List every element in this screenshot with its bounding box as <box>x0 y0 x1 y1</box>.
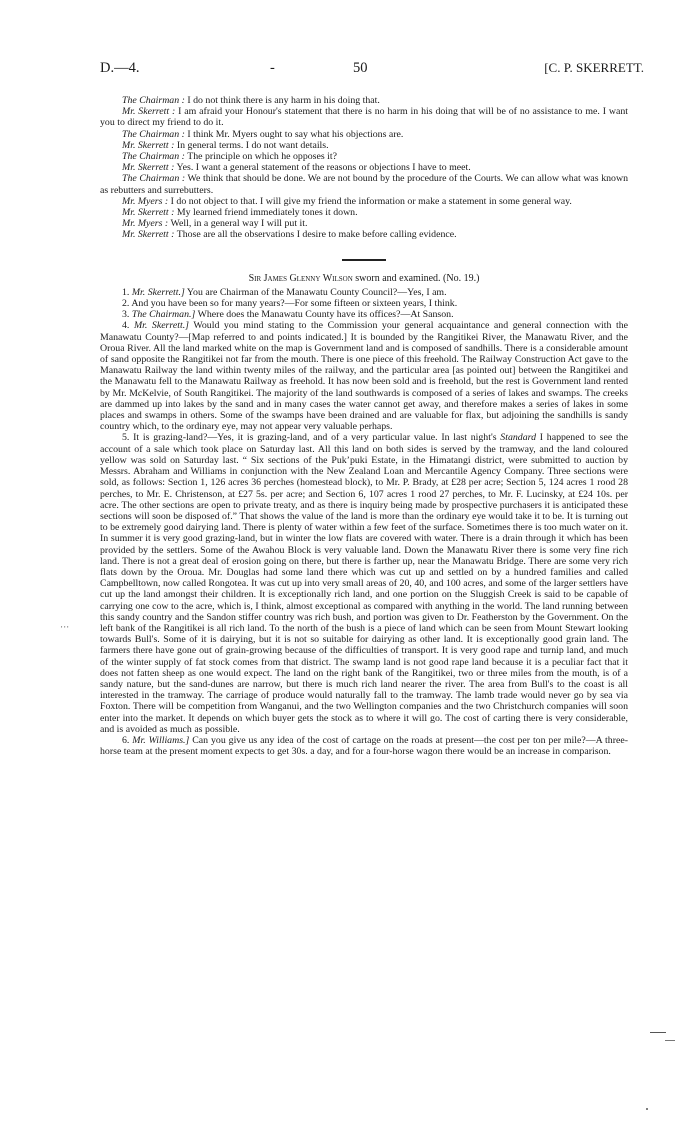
question-text: Would you mind stating to the Commission your general acquaintance and general connection with the Manawatu County?—[Map referred to and points indicated.] It is bounded by the Rangitikei River, the Manawatu River, and the Oroua River. All the land marked white on the map is Government land and is composed of sandhills. There is a considerable amount of sand opposite the Rangitikei not far from the mouth. There is one piece of this freehold. The Railway Construction Act gave to the Manawatu Railway the land within twenty miles of the railway, and the particular area [as pointed out] between the Rangitikei and the Manawatu fell to the Manawatu Railway as freehold. It has now been sold and is freehold, but the rest is Government land rented by Mr. McKelvie, of South Rangitikei. The majority of the land southwards is composed of a series of lakes and swamps. The creeks are dammed up into lakes by the sand and in many cases the water cannot get away, and therefore makes a series of lakes in some places and swamps in others. Some of the swamps have been drained and are valuable for flax, but adjoining the sandhills is sandy country which, to the ordinary eye, may not appear very valuable perhaps. <box>100 320 629 433</box>
dialogue-text: Well, in a general way I will put it. <box>168 218 308 230</box>
speaker-name: Mr. Skerrett : <box>122 229 175 241</box>
question-answer <box>100 287 628 298</box>
question-text: Can you give us any idea of the cost of cartage on the roads at present—the cost per ton per mile?—A three-horse team at the present moment expects to get 30s. a day, and for a four-horse wagon there would be an increase in comparison. <box>100 734 628 758</box>
dialogue-line <box>100 129 628 140</box>
dialogue-line <box>100 173 628 195</box>
witness-heading <box>100 273 628 284</box>
running-head-witness: [C. P. SKERRETT. <box>544 60 644 75</box>
speaker-name: Mr. Skerrett : <box>122 106 176 118</box>
question-answer <box>100 320 628 432</box>
questioner-name: Mr. Skerrett.] <box>131 286 185 298</box>
margin-dash <box>650 1032 666 1033</box>
dialogue-line <box>100 151 628 162</box>
dialogue-text: I do not object to that. I will give my friend the information or make a statement in some general way. <box>168 195 572 207</box>
dialogue-text: I am afraid your Honour's statement that there is no harm in his doing that will be of no assistance to me. I want you to direct my friend to do it. <box>100 106 628 129</box>
page-header <box>100 60 644 80</box>
page-number: 50 <box>353 60 368 76</box>
speaker-name: Mr. Skerrett : <box>122 207 175 219</box>
dialogue-text: Yes. I want a general statement of the reasons or objections I have to meet. <box>174 162 471 174</box>
dialogue-line <box>100 106 628 128</box>
question-text: And you have been so for many years?—For some fifteen or sixteen years, I think. <box>131 298 458 310</box>
question-number: 3. <box>122 309 130 321</box>
margin-dash-small <box>665 1040 675 1041</box>
dialogue-text: In general terms. I do not want details. <box>174 139 329 151</box>
header-dash: - <box>270 60 275 76</box>
dialogue-line <box>100 140 628 151</box>
question-number: 4. <box>122 320 130 332</box>
dialogue-text: I think Mr. Myers ought to say what his objections are. <box>184 128 404 140</box>
question-text: Where does the Manawatu County have its offices?—At Sanson. <box>195 309 454 321</box>
question-number: 1. <box>122 286 130 298</box>
speaker-name: Mr. Skerrett : <box>122 162 175 174</box>
dialogue-text: We think that should be done. We are not bound by the procedure of the Courts. We can allow what was known as rebutters and surrebutters. <box>100 173 628 196</box>
dialogue-line <box>100 196 628 207</box>
questioner-name: Mr. Williams.] <box>132 734 190 746</box>
dialogue-line <box>100 229 628 240</box>
dialogue-line <box>100 207 628 218</box>
speaker-name: The Chairman : <box>122 95 185 106</box>
margin-dot <box>646 1108 648 1110</box>
speaker-name: The Chairman : <box>122 151 185 163</box>
dialogue-line <box>100 218 628 229</box>
witness-sworn-text: sworn and examined. (No. 19.) <box>352 272 480 284</box>
dialogue-line <box>100 95 628 106</box>
speaker-name: Mr. Myers : <box>122 218 169 230</box>
question-text: It is grazing-land?—Yes, it is grazing-land, and of a very particular value. In last night's Standard I happened to see the account of a sale which took place on Saturday last. All this land on both sides is served by the tramway, and the land coloured yellow was sold on Saturday last. “ Six sections of the Puk’puki Estate, in the Himatangi district, were submitted to auction by Messrs. Abraham and Williams in conjunction with the New Zealand Loan and Mercantile Agency Company. Three sections were sold, as follows: Section 1, 126 acres 36 perches (homestead block), to Mr. P. Brady, at £28 per acre; Section 5, 124 acres 1 rood 28 perches, to Mr. E. Christenson, at £27 5s. per acre; and Section 6, 107 acres 1 rood 27 perches, to Mr. F. Lucinsky, at £24 10s. per acre. The other sections are open to private treaty, and as there is inquiry being made by prospective purchasers it is anticipated these sections will soon be disposed of.” That shows the value of the land is more than the ordinary eye would take it to be. It is turning out to be extremely good dairying land. There is plenty of water within a few feet of the surface. Sometimes there is too much water on it. In summer it is very good grazing-land, but in winter the low flats are covered with water. There is a drain through it which has been provided by the settlers. Some of the Awahou Block is very valuable land. Down the Manawatu River there is some very fine rich land. There is not a great deal of erosion going on there, but there is farther up, near the Manawatu Bridge. There are some very rich flats down by the Oroua. Mr. Douglas had some land there which was cut up and settled on by a hundred families and called Campbelltown, now called Rongotea. It was cut up into very small areas of 20, 40, and 100 acres, and some of the larger settlers have cut up the land amongst their children. It is exceptionally rich land, and one portion on the Sluggish Creek is said to be capable of carrying one cow to the acre, which is, I think, almost exceptional as compared with anything in the world. The land running between this sandy country and the Sandon stiffer country was rich bush, and portion was given to Dr. Featherston by the Government. On the left bank of the Rangitikei is all rich land. To the north of the bush is a piece of land which can be seen from Mount Stewart looking towards Bull's. Some of it is dairying, but it is not so suitable for dairying as other land. It is exceptionally good grain land. The farmers there have gone out of grain-growing because of the difficulties of transport. It is very good rape and turnip land, and much of the winter supply of fat stock comes from that district. The swamp land is not good rape land because it is a peculiar fact that it does not fatten sheep as one would expect. The land on the right bank of the Rangitikei, two or three miles from the mouth, is of a sandy nature, but the sand-dunes are narrow, but there is much rich land nearer the river. The area from Bull's to the coast is all interested in the tramway. The carriage of produce would naturally fall to the tramway. The lamb trade would never go by sea via Foxton. There will be competition from Wanganui, and the two Wellington companies and the two Christchurch companies will soon enter into the market. It depends on which buyer gets the stock as to where it will go. The cost of carting there is very considerable, and is avoided as much as possible. <box>100 432 628 735</box>
questioner-name: The Chairman.] <box>131 309 196 321</box>
page-body <box>100 95 628 757</box>
question-answer <box>100 309 628 320</box>
document-code: D.—4. <box>100 60 140 76</box>
speaker-name: Mr. Skerrett : <box>122 139 175 151</box>
question-answer <box>100 432 628 734</box>
witness-name: Sir James Glenny Wilson <box>248 272 353 284</box>
dialogue-text: My learned friend immediately tones it down. <box>174 207 358 219</box>
section-divider <box>342 259 386 261</box>
dialogue-line <box>100 162 628 173</box>
question-answer <box>100 735 628 757</box>
speaker-name: The Chairman : <box>122 128 185 140</box>
speaker-name: The Chairman : <box>122 173 186 185</box>
question-answer <box>100 298 628 309</box>
question-number: 2. <box>122 298 130 310</box>
question-number: 6. <box>122 734 130 746</box>
dialogue-text: I do not think there is any harm in his doing that. <box>184 95 380 106</box>
examination-section <box>100 287 628 758</box>
questioner-name: Mr. Skerrett.] <box>133 320 189 332</box>
dialogue-text: Those are all the observations I desire to make before calling evidence. <box>174 229 457 241</box>
newspaper-title: Standard <box>500 432 537 444</box>
dialogue-section <box>100 95 628 241</box>
margin-mark: ⋅⋅⋅ <box>60 622 70 632</box>
question-text: You are Chairman of the Manawatu County Council?—Yes, I am. <box>184 286 447 298</box>
question-number: 5. <box>122 432 130 444</box>
speaker-name: Mr. Myers : <box>122 195 169 207</box>
dialogue-text: The principle on which he opposes it? <box>184 151 337 163</box>
